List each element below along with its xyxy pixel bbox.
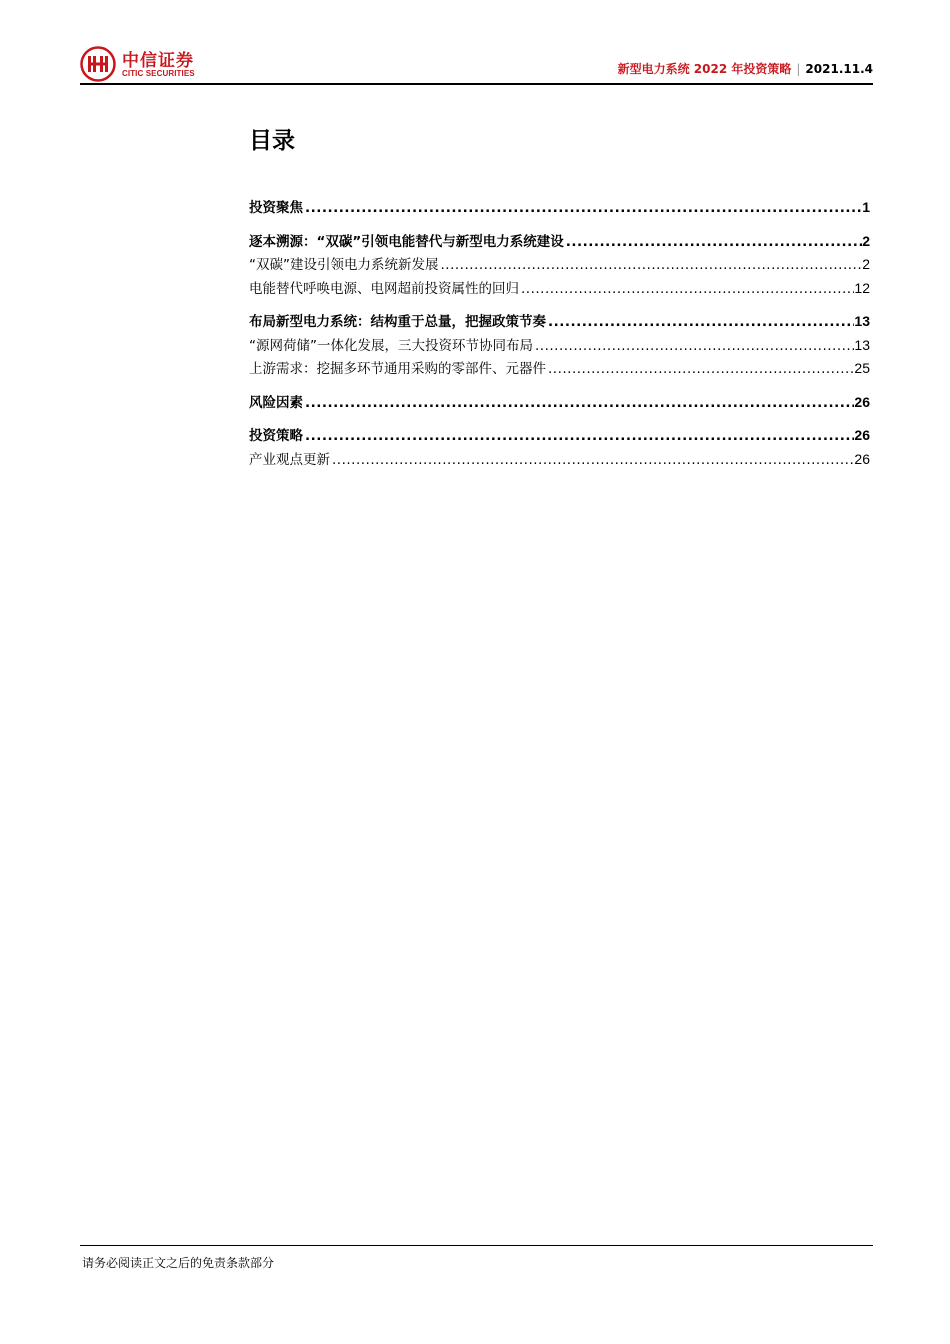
footer-disclaimer: 请务必阅读正文之后的免责条款部分	[82, 1256, 275, 1270]
page-header	[80, 44, 873, 86]
toc-entry-text: “源网荷储”一体化发展，三大投资环节协同布局	[249, 337, 533, 354]
toc-leader-dots	[303, 392, 854, 415]
toc-entry-page: 26	[854, 427, 870, 443]
toc-entry-page: 26	[854, 450, 870, 467]
table-of-contents	[249, 196, 870, 471]
logo-chinese-name: 中信证券	[122, 51, 194, 71]
toc-leader-dots	[533, 335, 854, 358]
report-title: 新型电力系统 2022 年投资策略	[617, 62, 792, 76]
toc-entry[interactable]	[249, 334, 870, 358]
report-date: 2021.11.4	[805, 62, 873, 76]
toc-entry-page: 2	[862, 232, 870, 249]
toc-leader-dots	[519, 278, 854, 301]
toc-entry-page: 12	[854, 279, 870, 296]
toc-entry-page: 2	[862, 256, 870, 272]
toc-entry[interactable]	[249, 391, 870, 415]
toc-entry[interactable]	[249, 277, 870, 301]
toc-entry-text: 布局新型电力系统：结构重于总量，把握政策节奏	[249, 314, 546, 330]
toc-entry-page: 25	[854, 360, 870, 376]
toc-entry[interactable]	[249, 253, 870, 277]
toc-entry-text: 电能替代呼唤电源、电网超前投资属性的回归	[249, 280, 519, 297]
toc-entry-page: 13	[854, 336, 870, 353]
citic-logo-icon	[80, 46, 116, 82]
header-report-info	[618, 60, 873, 77]
toc-entry[interactable]	[249, 230, 870, 254]
toc-entry-page: 13	[854, 313, 870, 329]
toc-entry-text: 风险因素	[249, 394, 303, 411]
toc-title: 目录	[249, 128, 295, 154]
header-separator: |	[796, 62, 801, 76]
logo-english-name: CITIC SECURITIES	[122, 69, 195, 78]
toc-entry[interactable]	[249, 448, 870, 472]
citic-logo	[80, 44, 210, 84]
toc-entry-page: 1	[862, 199, 870, 215]
toc-leader-dots	[439, 254, 863, 277]
toc-entry-text: 上游需求：挖掘多环节通用采购的零部件、元器件	[249, 361, 546, 377]
toc-leader-dots	[330, 449, 854, 472]
toc-leader-dots	[546, 358, 854, 381]
toc-entry-page: 26	[854, 393, 870, 410]
toc-entry-text: 产业观点更新	[249, 451, 330, 468]
toc-leader-dots	[303, 425, 854, 448]
toc-entry-text: “双碳”建设引领电力系统新发展	[249, 257, 439, 273]
toc-entry-text: 投资策略	[249, 428, 303, 444]
toc-leader-dots	[303, 197, 862, 220]
toc-entry[interactable]	[249, 196, 870, 220]
toc-entry[interactable]	[249, 310, 870, 334]
toc-leader-dots	[564, 231, 862, 254]
toc-leader-dots	[546, 311, 854, 334]
footer-divider	[80, 1245, 873, 1246]
header-divider	[80, 83, 873, 85]
toc-entry[interactable]	[249, 424, 870, 448]
toc-entry-text: 逐本溯源：“双碳”引领电能替代与新型电力系统建设	[249, 233, 564, 250]
toc-entry-text: 投资聚焦	[249, 200, 303, 216]
toc-entry[interactable]	[249, 357, 870, 381]
